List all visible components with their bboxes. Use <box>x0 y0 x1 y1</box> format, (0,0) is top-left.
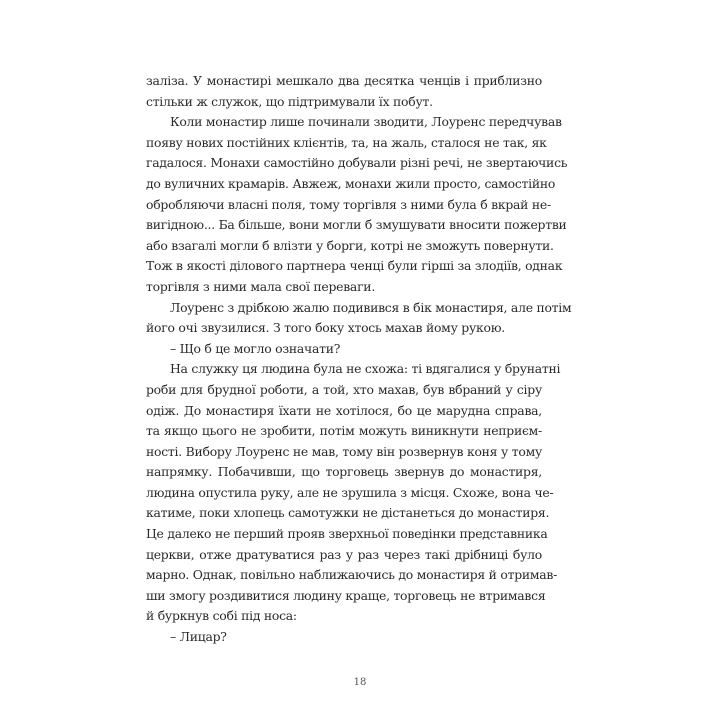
body-text <box>146 71 572 648</box>
text-line: людина опустила руку, але не зрушила з місця. Схоже, вона че- <box>146 484 554 500</box>
text-line: Це далеко не перший прояв зверхньої поведінки представника <box>146 526 548 542</box>
text-line: до вуличних крамарів. Авжеж, монахи жили просто, самостійно <box>146 175 556 191</box>
text-line: його очі звузилися. З того боку хтось махав йому рукою. <box>146 320 505 336</box>
page-number: 18 <box>353 677 367 688</box>
text-line: та якщо цього не зробити, потім можуть виникнути неприєм- <box>146 423 542 439</box>
text-line: або взагалі могли б влізти у борги, котрі не зможуть повернути. <box>146 237 554 253</box>
text-line: катиме, поки хлопець самотужки не дістанеться до монастиря. <box>146 505 550 521</box>
text-line: напрямку. Побачивши, що торговець звернув до монастиря, <box>146 464 542 480</box>
text-line: стільки ж служок, що підтримували їх побут. <box>146 93 433 109</box>
text-line: обробляючи власні поля, тому торгівля з ними була б вкрай не- <box>146 196 551 212</box>
text-line: торгівля з ними мала свої переваги. <box>146 278 376 294</box>
text-line: ності. Вибору Лоуренс не мав, тому він розвернув коня у тому <box>146 443 542 459</box>
text-line: появу нових постійних клієнтів, та, на жаль, сталося не так, як <box>146 134 547 150</box>
text-line: – Що б це могло означати? <box>170 340 341 356</box>
text-line: церкви, отже дратуватися раз у раз через такі дрібниці було <box>146 546 542 562</box>
text-line: гадалося. Монахи самостійно добували різні речі, не звертаючись <box>146 155 568 171</box>
text-line: марно. Однак, повільно наближаючись до монастиря й отримав- <box>146 567 558 583</box>
text-line: й буркнув собі під носа: <box>146 608 297 624</box>
text-line: ши змогу роздивитися людину краще, торговець не втримався <box>146 587 546 603</box>
text-line: На служку ця людина була не схожа: ті вдягалися у брунатні <box>170 361 561 377</box>
text-line: одіж. До монастиря їхати не хотілося, бо це марудна справа, <box>146 402 542 418</box>
text-line: роби для брудної роботи, а той, хто махав, був вбраний у сіру <box>146 381 542 397</box>
text-line: Тож в якості ділового партнера ченці були гірші за злодіїв, однак <box>146 258 563 274</box>
text-line: Коли монастир лише починали зводити, Лоуренс передчував <box>170 114 562 130</box>
text-line: – Лицар? <box>170 629 227 645</box>
text-line: заліза. У монастирі мешкало два десятка ченців і приблизно <box>146 73 542 88</box>
text-line: Лоуренс з дрібкою жалю подивився в бік монастиря, але потім <box>170 299 572 315</box>
text-line: вигідною... Ба більше, вони могли б змушувати вносити пожертви <box>146 217 567 233</box>
